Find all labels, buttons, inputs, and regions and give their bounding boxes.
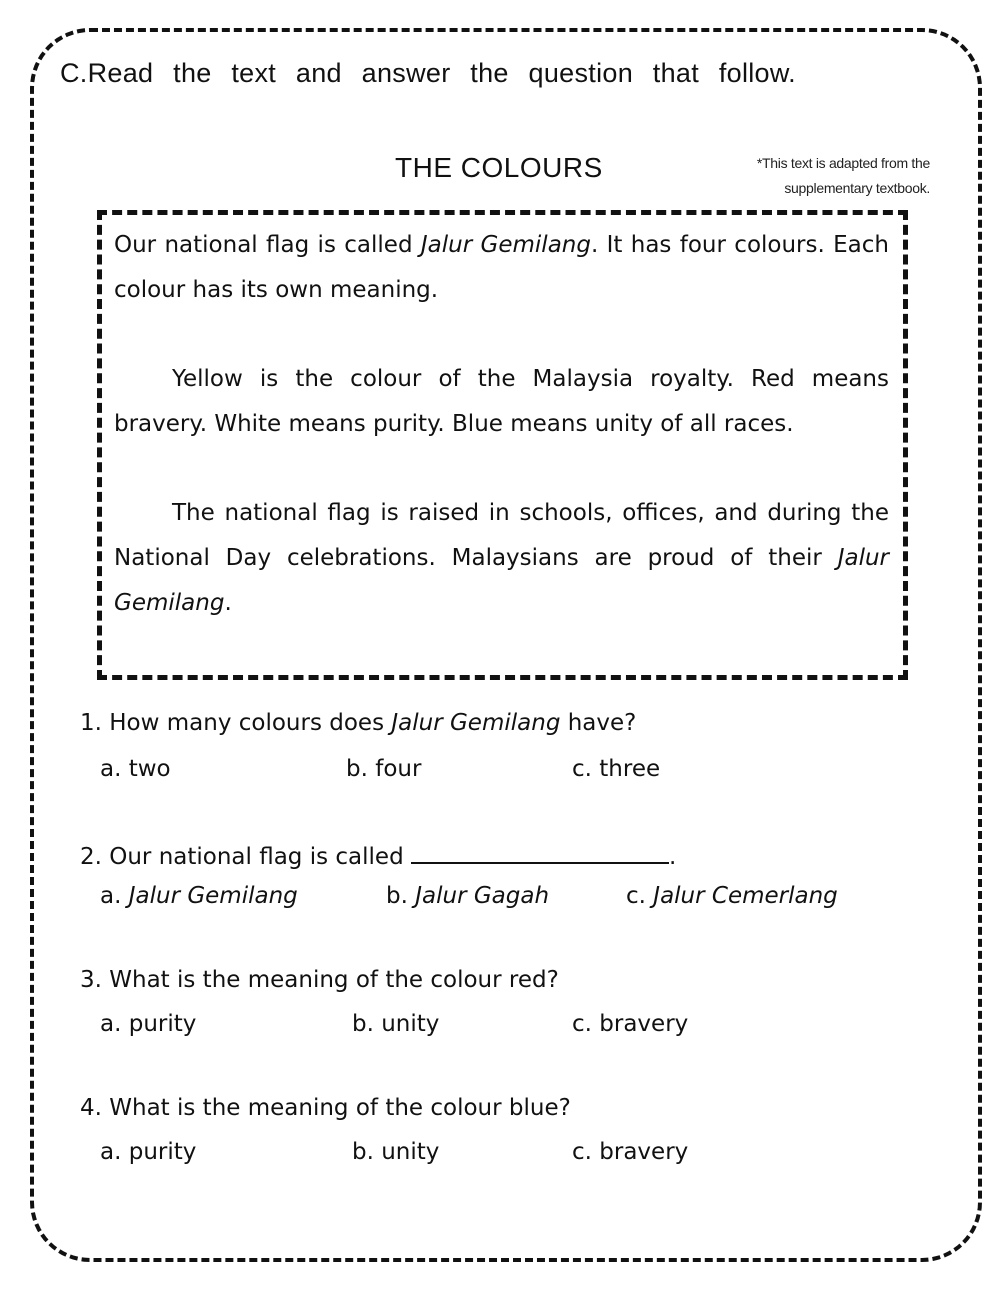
option-a[interactable] bbox=[100, 1011, 196, 1037]
option-letter: a. bbox=[100, 1139, 122, 1165]
option-c[interactable] bbox=[572, 756, 660, 782]
option-text: Jalur Cemerlang bbox=[653, 883, 838, 909]
question-text: have? bbox=[560, 710, 637, 736]
option-letter: b. bbox=[346, 756, 368, 782]
option-letter: a. bbox=[100, 1011, 122, 1037]
option-b[interactable] bbox=[386, 883, 549, 909]
option-letter: a. bbox=[100, 756, 122, 782]
option-text: two bbox=[128, 756, 171, 782]
flag-name: Jalur Gemilang bbox=[391, 710, 561, 736]
option-text: bravery bbox=[599, 1139, 689, 1165]
question-text: . bbox=[668, 844, 677, 870]
option-text: bravery bbox=[599, 1011, 689, 1037]
option-b[interactable] bbox=[352, 1139, 439, 1165]
question-text: 1. How many colours does bbox=[80, 710, 392, 736]
option-text: purity bbox=[128, 1139, 197, 1165]
option-a[interactable] bbox=[100, 756, 171, 782]
option-text: unity bbox=[381, 1139, 440, 1165]
passage-text: . It has four colours. Each colour has its own meaning. bbox=[114, 232, 889, 303]
passage-paragraph-3 bbox=[114, 491, 889, 626]
passage-title: THE COLOURS bbox=[395, 152, 603, 183]
option-text: unity bbox=[381, 1011, 440, 1037]
passage-paragraph-1 bbox=[114, 223, 889, 313]
answer-blank bbox=[411, 840, 669, 864]
flag-name: Jalur Gemilang bbox=[114, 545, 889, 616]
option-letter: c. bbox=[572, 1011, 592, 1037]
option-text: Jalur Gagah bbox=[415, 883, 550, 909]
source-note-line-1: *This text is adapted from the bbox=[756, 155, 930, 171]
option-b[interactable] bbox=[352, 1011, 439, 1037]
question-1 bbox=[80, 710, 636, 736]
option-letter: c. bbox=[572, 1139, 592, 1165]
passage-text: . bbox=[224, 590, 232, 616]
option-a[interactable] bbox=[100, 1139, 196, 1165]
option-letter: a. bbox=[100, 883, 122, 909]
source-note-line-2: supplementary textbook. bbox=[784, 180, 930, 196]
option-text: purity bbox=[128, 1011, 197, 1037]
option-a[interactable] bbox=[100, 883, 298, 909]
question-4: 4. What is the meaning of the colour blue? bbox=[80, 1095, 571, 1121]
option-text: Jalur Gemilang bbox=[128, 883, 298, 909]
option-text: four bbox=[375, 756, 422, 782]
option-letter: c. bbox=[626, 883, 646, 909]
option-c[interactable] bbox=[626, 883, 838, 909]
passage-paragraph-2: Yellow is the colour of the Malaysia royalty. Red means bravery. White means purity. Blue means unity of all races. bbox=[114, 366, 889, 437]
option-c[interactable] bbox=[572, 1011, 688, 1037]
option-letter: b. bbox=[386, 883, 408, 909]
option-b[interactable] bbox=[346, 756, 421, 782]
instruction-text: C.Read the text and answer the question that follow. bbox=[60, 58, 796, 88]
option-letter: c. bbox=[572, 756, 592, 782]
reading-passage bbox=[114, 223, 889, 626]
option-letter: b. bbox=[352, 1139, 374, 1165]
question-2 bbox=[80, 840, 676, 870]
passage-text: The national flag is raised in schools, offices, and during the National Day celebrations. Malaysians are proud of their bbox=[114, 500, 889, 571]
passage-text: Our national flag is called bbox=[114, 232, 421, 258]
reading-passage-box bbox=[97, 210, 908, 680]
option-c[interactable] bbox=[572, 1139, 688, 1165]
question-3: 3. What is the meaning of the colour red? bbox=[80, 967, 559, 993]
option-text: three bbox=[599, 756, 661, 782]
source-note bbox=[690, 151, 930, 201]
question-text: 2. Our national flag is called bbox=[80, 844, 411, 870]
option-letter: b. bbox=[352, 1011, 374, 1037]
flag-name: Jalur Gemilang bbox=[420, 232, 591, 258]
